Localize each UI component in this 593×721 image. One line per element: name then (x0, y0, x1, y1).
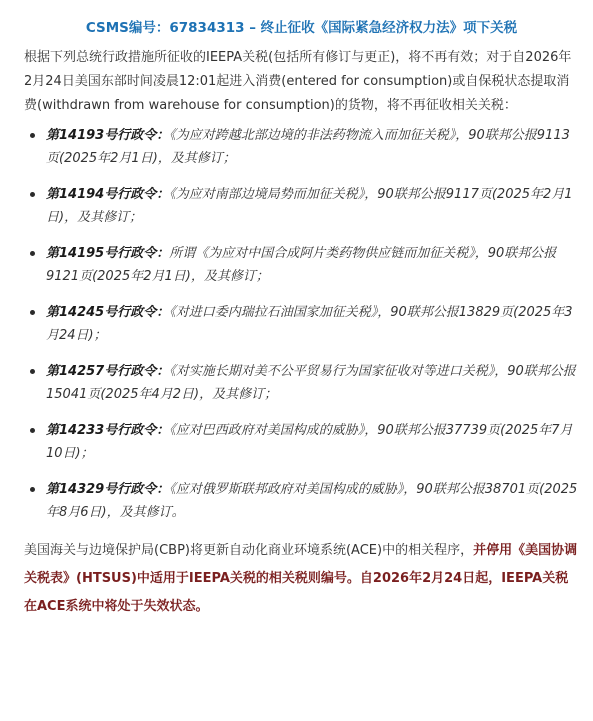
executive-order-list (24, 124, 579, 524)
order-number: 第14194号行政令： (46, 187, 170, 202)
bullet-icon (30, 192, 35, 197)
bullet-icon (30, 251, 35, 256)
list-item (24, 478, 579, 524)
footer-emphasis: 并停用《美国协调关税表》(HTSUS)中适用于IEEPA关税的相关税则编号。自2026年2月24日起，IEEPA关税在ACE系统中将处于失效状态。 (24, 543, 578, 614)
list-item (24, 360, 579, 406)
list-item (24, 124, 579, 170)
order-text: 《应对俄罗斯联邦政府对美国构成的威胁》，90联邦公报38701页(2025年8月6日)，及其修订。 (46, 482, 578, 520)
order-number: 第14245号行政令： (46, 305, 170, 320)
bullet-icon (30, 133, 35, 138)
order-number: 第14329号行政令： (46, 482, 170, 497)
list-item (24, 242, 579, 288)
order-text: 所谓《为应对中国合成阿片类药物供应链而加征关税》，90联邦公报9121页(2025年2月1日)，及其修订； (46, 246, 557, 284)
intro-paragraph: 根据下列总统行政措施所征收的IEEPA关税(包括所有修订与更正)，将不再有效；对于自2026年2月24日美国东部时间凌晨12:01起进入消费(entered for consumption)或自保税状态提取消费(withdrawn from warehouse for consumption)的货物，将不再征收相关关税： (24, 50, 572, 113)
list-item (24, 419, 579, 465)
order-text: 《应对巴西政府对美国构成的威胁》，90联邦公报37739页(2025年7月10日)； (46, 423, 573, 461)
bullet-icon (30, 428, 35, 433)
list-item (24, 301, 579, 347)
bullet-icon (30, 487, 35, 492)
order-text: 《对实施长期对美不公平贸易行为国家征收对等进口关税》，90联邦公报15041页(2025年4月2日)，及其修订； (46, 364, 576, 402)
order-text: 《为应对南部边境局势而加征关税》，90联邦公报9117页(2025年2月1日)，及其修订； (46, 187, 573, 225)
order-number: 第14233号行政令： (46, 423, 170, 438)
order-number: 第14195号行政令： (46, 246, 170, 261)
footer-paragraph (24, 537, 579, 621)
page-title: CSMS编号：67834313 – 终止征收《国际紧急经济权力法》项下关税 (85, 20, 518, 36)
order-number: 第14257号行政令： (46, 364, 170, 379)
order-number: 第14193号行政令： (46, 128, 170, 143)
footer-text: 美国海关与边境保护局(CBP)将更新自动化商业环境系统(ACE)中的相关程序， (24, 543, 474, 558)
bullet-icon (30, 310, 35, 315)
order-text: 《为应对跨越北部边境的非法药物流入而加征关税》，90联邦公报9113页(2025年2月1日)，及其修订； (46, 128, 570, 166)
order-text: 《对进口委内瑞拉石油国家加征关税》，90联邦公报13829页(2025年3月24日)； (46, 305, 573, 343)
list-item (24, 183, 579, 229)
bullet-icon (30, 369, 35, 374)
